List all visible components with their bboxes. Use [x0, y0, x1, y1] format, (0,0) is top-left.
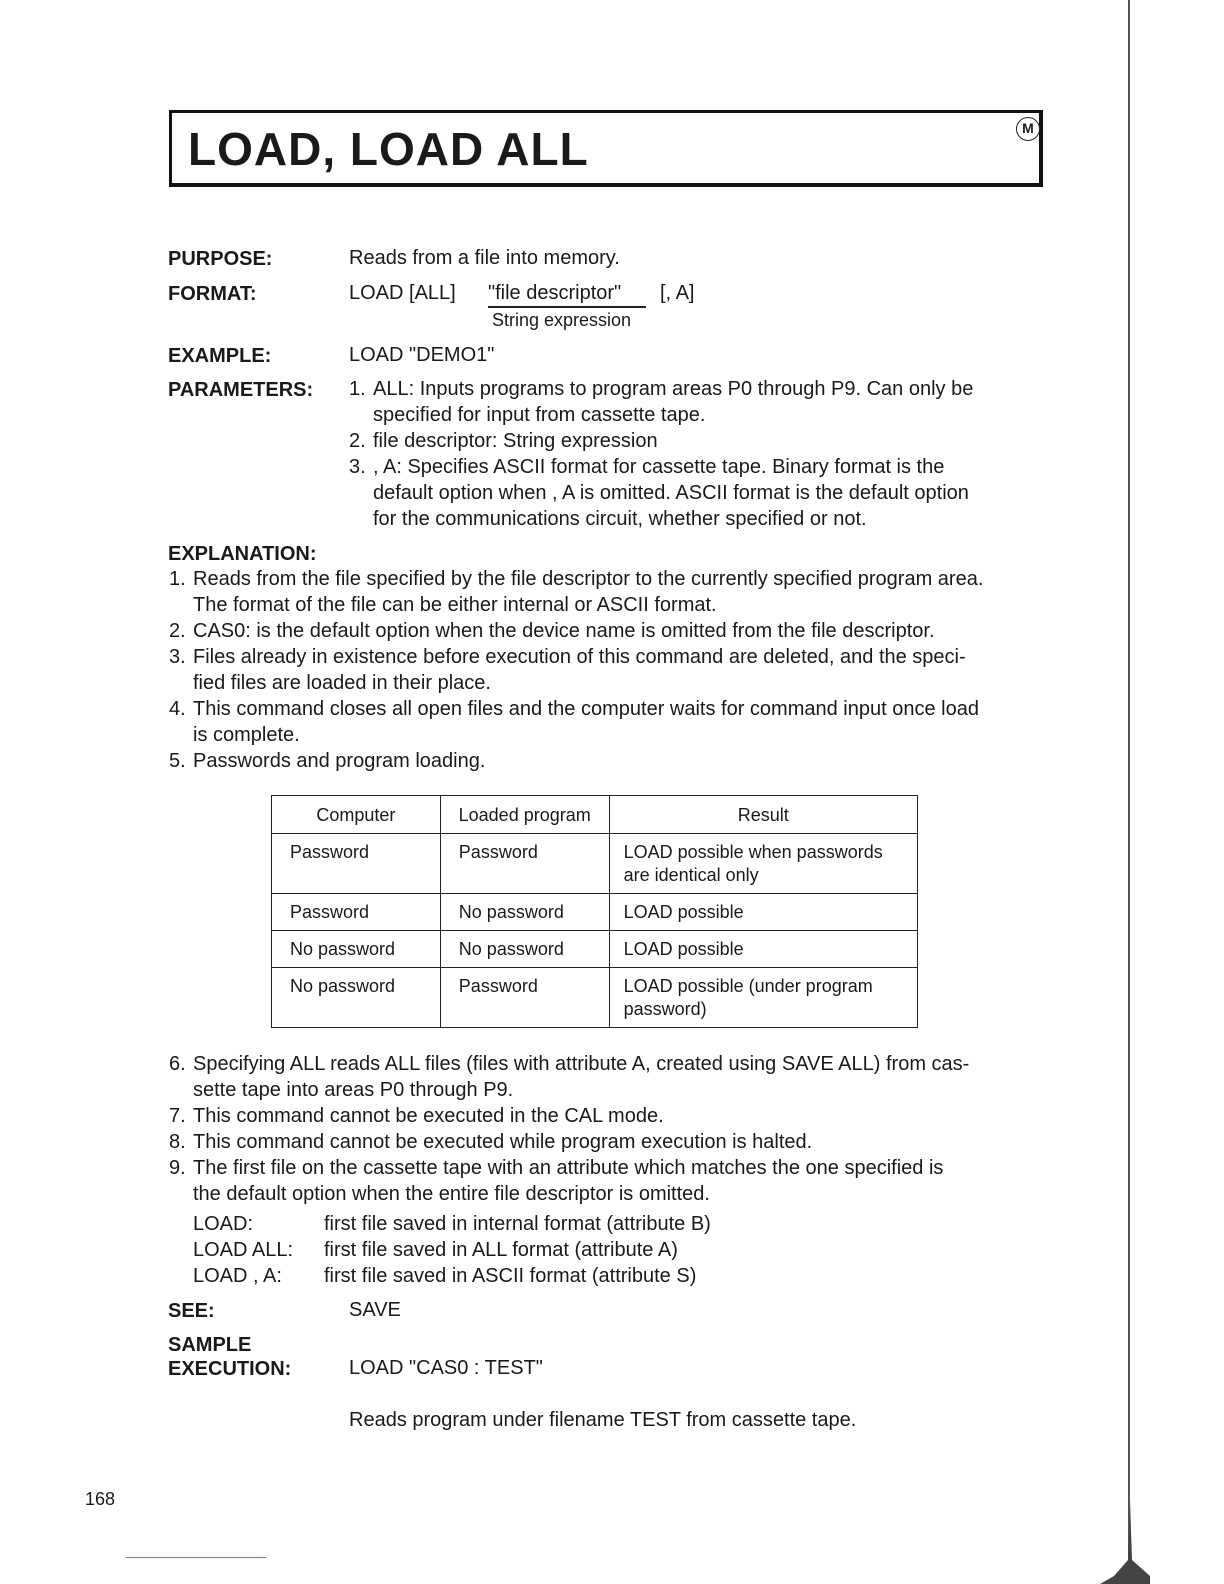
parameters-list — [349, 376, 1049, 532]
purpose-text: Reads from a file into memory. — [349, 247, 620, 269]
table-header-cell: Loaded program — [440, 796, 609, 834]
explanation-list-a — [169, 566, 1049, 774]
default-cmd: LOAD , A: — [193, 1265, 282, 1287]
list-item: 1. Reads from the file specified by the file descriptor to the currently specified program area. The format of the file can be either internal or ASCII format. — [169, 568, 984, 616]
see-label: SEE: — [168, 1300, 215, 1322]
list-item: 5. Passwords and program loading. — [169, 750, 486, 772]
default-cmd: LOAD: — [193, 1213, 254, 1235]
list-item: 9. The first file on the cassette tape with an attribute which matches the one specified is the default option when the entire file descriptor is omitted. — [169, 1157, 944, 1205]
default-desc: first file saved in ASCII format (attribute S) — [324, 1265, 697, 1287]
table-cell: Password — [272, 834, 441, 894]
explanation-label: EXPLANATION: — [168, 543, 317, 565]
table-header-row — [272, 796, 918, 834]
list-item: 3. , A: Specifies ASCII format for cassette tape. Binary format is the default option when , A is omitted. ASCII format is the default option for the communications circuit, whether specified or not. — [349, 456, 969, 530]
parameters-label: PARAMETERS: — [168, 379, 314, 401]
execution-label: EXECUTION: — [168, 1358, 292, 1380]
see-text: SAVE — [349, 1299, 401, 1321]
format-arg-underline — [488, 306, 646, 308]
table-row — [272, 968, 918, 1028]
list-item: 3. Files already in existence before execution of this command are deleted, and the speci- fied files are loaded in their place. — [169, 646, 966, 694]
list-item: 6. Specifying ALL reads ALL files (files with attribute A, created using SAVE ALL) from cas- sette tape into areas P0 through P9. — [169, 1053, 970, 1101]
format-note: String expression — [492, 310, 632, 330]
sample-label: SAMPLE — [168, 1334, 252, 1356]
table-header-cell: Result — [609, 796, 917, 834]
list-item: 1. ALL: Inputs programs to program areas P0 through P9. Can only be specified for input from cassette tape. — [349, 378, 974, 426]
default-desc: first file saved in internal format (attribute B) — [324, 1213, 711, 1235]
table-row — [272, 931, 918, 968]
purpose-label: PURPOSE: — [168, 248, 273, 270]
table-cell: No password — [272, 931, 441, 968]
table-row — [272, 834, 918, 894]
page-number: 168 — [85, 1489, 116, 1509]
table-cell: No password — [272, 968, 441, 1028]
example-text: LOAD "DEMO1" — [349, 344, 495, 366]
sample-description: Reads program under filename TEST from cassette tape. — [349, 1409, 857, 1431]
table-cell: Password — [440, 834, 609, 894]
sample-command: LOAD "CAS0 : TEST" — [349, 1357, 543, 1379]
list-item: 8. This command cannot be executed while program execution is halted. — [169, 1131, 813, 1153]
example-label: EXAMPLE: — [168, 345, 272, 367]
format-suffix: [, A] — [660, 282, 695, 304]
explanation-list-b — [169, 1051, 1049, 1207]
default-cmd: LOAD ALL: — [193, 1239, 294, 1261]
mode-mark-icon: M — [1016, 117, 1040, 141]
table-cell: No password — [440, 894, 609, 931]
list-item: 2. file descriptor: String expression — [349, 430, 658, 452]
format-arg: "file descriptor" — [488, 282, 622, 304]
table-cell: LOAD possible — [609, 894, 917, 931]
table-header-cell: Computer — [272, 796, 441, 834]
default-desc: first file saved in ALL format (attribute A) — [324, 1239, 678, 1261]
table-cell: Password — [440, 968, 609, 1028]
table-row — [272, 894, 918, 931]
bottom-rule — [126, 1557, 266, 1558]
list-item: 7. This command cannot be executed in the CAL mode. — [169, 1105, 664, 1127]
binding-shadow-icon — [1090, 1500, 1150, 1584]
list-item: 2. CAS0: is the default option when the device name is omitted from the file descriptor. — [169, 620, 935, 642]
page-edge-line — [1128, 0, 1130, 1584]
table-cell: LOAD possible (under program password) — [609, 968, 917, 1028]
table-cell: LOAD possible when passwords are identical only — [609, 834, 917, 894]
table-cell: Password — [272, 894, 441, 931]
format-prefix: LOAD [ALL] — [349, 282, 456, 304]
password-table — [271, 795, 918, 1028]
table-cell: LOAD possible — [609, 931, 917, 968]
list-item: 4. This command closes all open files and the computer waits for command input once load is complete. — [169, 698, 979, 746]
table-cell: No password — [440, 931, 609, 968]
page-title: LOAD, LOAD ALL — [188, 123, 589, 175]
format-label: FORMAT: — [168, 283, 257, 305]
